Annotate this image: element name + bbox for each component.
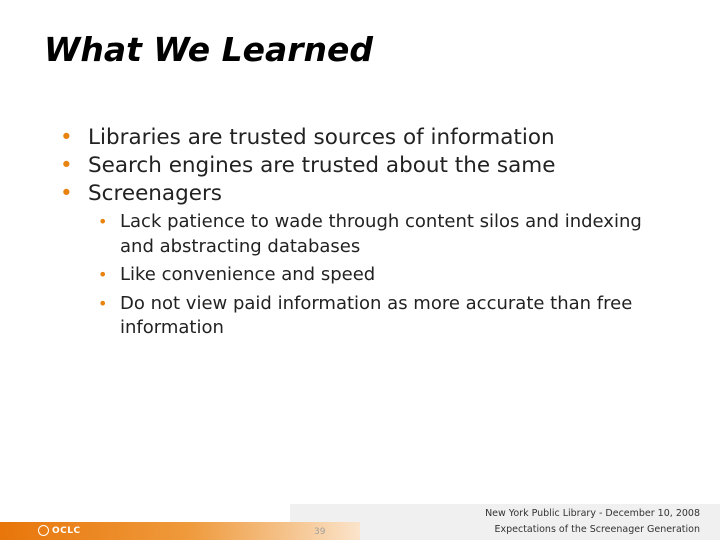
slide-title: What We Learned (44, 30, 374, 69)
sub-bullet-list (98, 210, 698, 341)
sub-bullet-item (98, 210, 680, 259)
bullet-list (58, 124, 698, 345)
bullet-dot-icon: • (60, 181, 73, 206)
bullet-dot-icon: • (60, 153, 73, 178)
page-number: 39 (314, 527, 326, 537)
footer-caption-line1: New York Public Library - December 10, 2008 (485, 508, 700, 519)
oclc-logo (38, 524, 81, 537)
bullet-item (58, 180, 698, 341)
footer (0, 508, 720, 540)
bullet-item (58, 152, 698, 180)
sub-bullet-item (98, 292, 680, 341)
sub-bullet-text: Do not view paid information as more accurate than free information (120, 292, 633, 338)
sub-bullet-text: Lack patience to wade through content silos and indexing and abstracting databases (120, 211, 642, 257)
bullet-text: Search engines are trusted about the same (88, 153, 556, 178)
bullet-text: Libraries are trusted sources of information (88, 125, 555, 150)
footer-caption (485, 506, 700, 538)
bullet-dot-icon: • (98, 293, 108, 313)
logo-circle-icon (38, 525, 49, 536)
bullet-dot-icon: • (98, 212, 108, 231)
bullet-dot-icon: • (60, 125, 73, 150)
bullet-text: Screenagers (88, 181, 223, 206)
bullet-dot-icon: • (98, 265, 108, 284)
sub-bullet-text: Like convenience and speed (120, 264, 376, 285)
bullet-item (58, 124, 698, 152)
sub-bullet-item (98, 263, 680, 288)
logo-text: OCLC (52, 525, 81, 536)
footer-caption-line2: Expectations of the Screenager Generation (494, 524, 700, 535)
